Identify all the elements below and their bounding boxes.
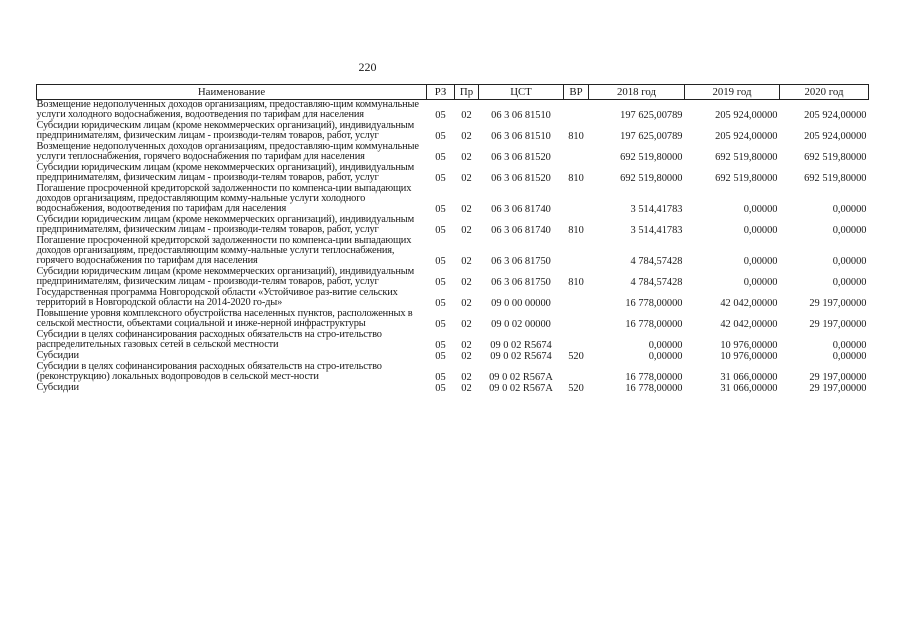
row-pr: 02 xyxy=(461,277,472,288)
row-pr: 02 xyxy=(461,372,472,383)
header-name: Наименование xyxy=(37,85,427,100)
row-rz: 05 xyxy=(435,152,446,163)
row-pr: 02 xyxy=(461,319,472,330)
row-rz: 05 xyxy=(435,277,446,288)
header-2020: 2020 год xyxy=(780,85,869,100)
row-cst: 06 3 06 81750 xyxy=(491,256,551,267)
row-vr: 810 xyxy=(568,131,584,142)
row-cst: 09 0 02 00000 xyxy=(491,319,551,330)
row-pr: 02 xyxy=(461,225,472,236)
header-rz: РЗ xyxy=(427,85,455,100)
row-rz: 05 xyxy=(435,256,446,267)
row-cst: 09 0 00 00000 xyxy=(491,298,551,309)
table-row xyxy=(37,184,869,215)
page-number: 220 xyxy=(358,60,377,74)
row-name: Субсидии юридическим лицам (кроме некоммерческих организаций), индивидуальным предпринимателям, физическим лицам - производи-телям товаров, работ, услуг xyxy=(36,214,415,235)
table-row xyxy=(37,383,869,394)
row-cst: 09 0 02 R5674 xyxy=(490,351,552,362)
row-name: Субсидии в целях софинансирования расходных обязательств на стро-ительство (реконструкцию) локальных водопроводов в сельской мест-ности xyxy=(36,361,382,382)
row-2018: 3 514,41783 xyxy=(630,225,683,236)
row-2018: 692 519,80000 xyxy=(620,152,683,163)
row-vr: 810 xyxy=(568,173,584,184)
row-2018: 16 778,00000 xyxy=(625,319,683,330)
row-2020: 0,00000 xyxy=(832,204,867,215)
header-pr: Пр xyxy=(455,85,479,100)
row-2020: 0,00000 xyxy=(832,340,867,351)
row-pr: 02 xyxy=(461,340,472,351)
row-cst: 06 3 06 81520 xyxy=(491,152,551,163)
row-2018: 16 778,00000 xyxy=(625,298,683,309)
table-row xyxy=(37,236,869,267)
row-vr xyxy=(564,362,589,383)
table-row xyxy=(37,163,869,184)
row-pr: 02 xyxy=(461,256,472,267)
row-name: Возмещение недополученных доходов организациям, предоставляю-щим коммунальные услуги теплоснабжения, горячего водоснабжения по тарифам для населения xyxy=(36,141,419,162)
row-2019: 10 976,00000 xyxy=(720,340,778,351)
row-cst: 09 0 02 R5674 xyxy=(490,340,552,351)
row-2020: 0,00000 xyxy=(832,351,867,362)
row-2020: 0,00000 xyxy=(832,225,867,236)
row-2018: 4 784,57428 xyxy=(630,256,683,267)
row-vr xyxy=(564,236,589,267)
row-vr xyxy=(564,100,589,122)
row-2018: 3 514,41783 xyxy=(630,204,683,215)
row-cst: 06 3 06 81750 xyxy=(491,277,551,288)
row-2019: 0,00000 xyxy=(743,225,778,236)
row-2020: 692 519,80000 xyxy=(804,173,867,184)
table-header-row xyxy=(37,85,869,100)
row-name: Субсидии юридическим лицам (кроме некоммерческих организаций), индивидуальным предпринимателям, физическим лицам - производи-телям товаров, работ, услуг xyxy=(36,266,415,287)
row-name: Субсидии юридическим лицам (кроме некоммерческих организаций), индивидуальным предпринимателям, физическим лицам - производи-телям товаров, работ, услуг xyxy=(36,120,415,141)
row-vr xyxy=(564,184,589,215)
row-pr: 02 xyxy=(461,152,472,163)
row-pr: 02 xyxy=(461,204,472,215)
row-2019: 0,00000 xyxy=(743,277,778,288)
row-rz: 05 xyxy=(435,225,446,236)
row-rz: 05 xyxy=(435,319,446,330)
row-2019: 42 042,00000 xyxy=(720,319,778,330)
row-2019: 31 066,00000 xyxy=(720,383,778,394)
row-2020: 692 519,80000 xyxy=(804,152,867,163)
row-pr: 02 xyxy=(461,131,472,142)
table-row xyxy=(37,288,869,309)
row-cst: 06 3 06 81740 xyxy=(491,204,551,215)
header-vr: ВР xyxy=(564,85,589,100)
row-name: Государственная программа Новгородской области «Устойчивое раз-витие сельских территорий в Новгородской области на 2014-2020 го-ды» xyxy=(36,287,398,308)
row-2018: 16 778,00000 xyxy=(625,383,683,394)
row-name: Субсидии в целях софинансирования расходных обязательств на стро-ительство распределительных газовых сетей в сельской местности xyxy=(36,329,382,350)
row-pr: 02 xyxy=(461,298,472,309)
header-2018: 2018 год xyxy=(589,85,685,100)
row-2019: 42 042,00000 xyxy=(720,298,778,309)
row-2020: 0,00000 xyxy=(832,256,867,267)
row-rz: 05 xyxy=(435,351,446,362)
row-vr xyxy=(564,142,589,163)
table-row xyxy=(37,121,869,142)
row-name: Погашение просроченной кредиторской задолженности по компенса-ции выпадающих доходов организациям, предоставляющим комму-нальные услуги холодного водоснабжения, водоотведения по тарифам для населения xyxy=(36,183,412,214)
row-vr: 810 xyxy=(568,277,584,288)
table-row xyxy=(37,309,869,330)
row-pr: 02 xyxy=(461,110,472,121)
row-cst: 06 3 06 81510 xyxy=(491,131,551,142)
row-2018: 197 625,00789 xyxy=(620,110,683,121)
row-vr: 520 xyxy=(568,351,584,362)
row-name: Повышение уровня комплексного обустройства населенных пунктов, расположенных в сельской местности, объектами социальной и инже-нерной инфраструктуры xyxy=(36,308,413,329)
table-row xyxy=(37,100,869,122)
table-row xyxy=(37,215,869,236)
row-cst: 09 0 02 R567A xyxy=(489,383,553,394)
row-vr xyxy=(564,288,589,309)
row-2018: 4 784,57428 xyxy=(630,277,683,288)
row-2018: 16 778,00000 xyxy=(625,372,683,383)
row-rz: 05 xyxy=(435,372,446,383)
row-vr: 520 xyxy=(568,383,584,394)
row-2019: 10 976,00000 xyxy=(720,351,778,362)
row-2019: 692 519,80000 xyxy=(715,152,778,163)
header-2019: 2019 год xyxy=(685,85,780,100)
row-pr: 02 xyxy=(461,351,472,362)
row-cst: 06 3 06 81510 xyxy=(491,110,551,121)
budget-table xyxy=(36,84,869,394)
row-2019: 0,00000 xyxy=(743,204,778,215)
table-row xyxy=(37,362,869,383)
row-rz: 05 xyxy=(435,340,446,351)
row-vr xyxy=(564,330,589,351)
row-cst: 06 3 06 81520 xyxy=(491,173,551,184)
row-2019: 692 519,80000 xyxy=(715,173,778,184)
row-pr: 02 xyxy=(461,173,472,184)
header-cst: ЦСТ xyxy=(479,85,564,100)
row-2019: 205 924,00000 xyxy=(715,110,778,121)
row-2020: 0,00000 xyxy=(832,277,867,288)
row-name: Возмещение недополученных доходов организациям, предоставляю-щим коммунальные услуги холодного водоснабжения, водоотведения по тарифам для населения xyxy=(36,99,419,120)
row-2020: 29 197,00000 xyxy=(809,372,867,383)
row-vr xyxy=(564,309,589,330)
row-2019: 205 924,00000 xyxy=(715,131,778,142)
row-rz: 05 xyxy=(435,110,446,121)
row-rz: 05 xyxy=(435,383,446,394)
row-2020: 29 197,00000 xyxy=(809,298,867,309)
row-cst: 09 0 02 R567A xyxy=(489,372,553,383)
table-row xyxy=(37,267,869,288)
row-rz: 05 xyxy=(435,298,446,309)
row-pr: 02 xyxy=(461,383,472,394)
row-2020: 29 197,00000 xyxy=(809,319,867,330)
row-rz: 05 xyxy=(435,173,446,184)
row-name: Субсидии xyxy=(36,350,79,361)
table-row xyxy=(37,142,869,163)
row-2018: 0,00000 xyxy=(648,351,683,362)
row-rz: 05 xyxy=(435,131,446,142)
row-vr: 810 xyxy=(568,225,584,236)
row-2019: 0,00000 xyxy=(743,256,778,267)
row-2018: 692 519,80000 xyxy=(620,173,683,184)
table-row xyxy=(37,330,869,351)
row-2019: 31 066,00000 xyxy=(720,372,778,383)
row-rz: 05 xyxy=(435,204,446,215)
row-name: Субсидии xyxy=(36,382,79,393)
row-2018: 0,00000 xyxy=(648,340,683,351)
row-2018: 197 625,00789 xyxy=(620,131,683,142)
row-name: Субсидии юридическим лицам (кроме некоммерческих организаций), индивидуальным предпринимателям, физическим лицам - производи-телям товаров, работ, услуг xyxy=(36,162,415,183)
row-2020: 205 924,00000 xyxy=(804,131,867,142)
row-2020: 29 197,00000 xyxy=(809,383,867,394)
row-2020: 205 924,00000 xyxy=(804,110,867,121)
row-cst: 06 3 06 81740 xyxy=(491,225,551,236)
row-name: Погашение просроченной кредиторской задолженности по компенса-ции выпадающих доходов организациям, предоставляющим комму-нальные услуги теплоснабжения, горячего водоснабжения по тарифам для населения xyxy=(36,235,412,266)
